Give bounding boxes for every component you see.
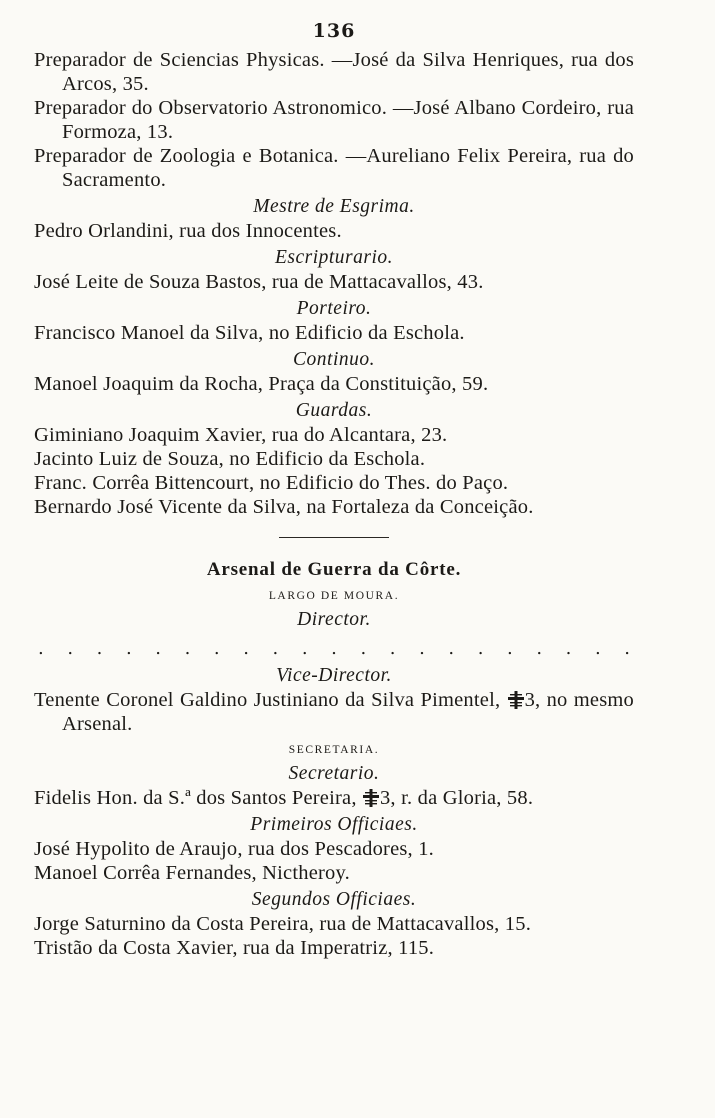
entry-continuo: Manoel Joaquim da Rocha, Praça da Constituição, 59.: [34, 373, 489, 395]
order-cross-icon: [363, 789, 379, 807]
secretario-name: Fidelis Hon. da S.ª dos Santos Pereira,: [34, 787, 357, 809]
heading-vice-director: Vice-Director.: [276, 665, 392, 686]
heading-primeiros-officiaes: Primeiros Officiaes.: [250, 814, 418, 835]
staff-entry-zoology: Preparador de Zoologia e Botanica. —Aureliano Felix Pereira, rua do Sacramento.: [34, 145, 634, 191]
secretario-address: r. da Gloria, 58.: [401, 787, 534, 809]
entry-vice-director: [34, 688, 634, 736]
section-divider: [279, 537, 389, 538]
secretaria-label: SECRETARIA.: [288, 744, 380, 756]
dot-leader: . . . . . . . . . . . . . . . . . . . . .: [38, 638, 630, 659]
arsenal-location: LARGO DE MOURA.: [268, 590, 400, 602]
entry-secretario: [34, 786, 634, 810]
page-number: 136: [312, 20, 356, 42]
heading-continuo: Continuo.: [293, 349, 375, 370]
entry-guarda-3: Franc. Corrêa Bittencourt, no Edificio do Thes. do Paço.: [34, 472, 509, 494]
heading-guardas: Guardas.: [295, 400, 373, 421]
entry-porteiro: Francisco Manoel da Silva, no Edificio da Eschola.: [34, 322, 465, 344]
heading-porteiro: Porteiro.: [296, 298, 372, 319]
document-page: [34, 20, 634, 960]
secretario-order: 3,: [379, 787, 396, 809]
entry-escripturario: José Leite de Souza Bastos, rua de Mattacavallos, 43.: [34, 271, 484, 293]
entry-primeiro-official-2: Manoel Corrêa Fernandes, Nictheroy.: [34, 862, 350, 884]
entry-guarda-2: Jacinto Luiz de Souza, no Edificio da Eschola.: [34, 448, 426, 470]
vice-director-name: Tenente Coronel Galdino Justiniano da Silva Pimentel,: [34, 689, 501, 711]
vice-director-order: 3,: [524, 689, 541, 711]
entry-segundo-official-1: Jorge Saturnino da Costa Pereira, rua de Mattacavallos, 15.: [34, 913, 532, 935]
staff-entry-physics: Preparador de Sciencias Physicas. —José da Silva Henriques, rua dos Arcos, 35.: [34, 49, 634, 95]
heading-director: Director.: [297, 609, 371, 630]
heading-mestre-esgrima: Mestre de Esgrima.: [253, 196, 415, 217]
entry-segundo-official-2: Tristão da Costa Xavier, rua da Imperatriz, 115.: [34, 937, 435, 959]
entry-guarda-1: Giminiano Joaquim Xavier, rua do Alcantara, 23.: [34, 424, 448, 446]
heading-escripturario: Escripturario.: [274, 247, 394, 268]
vice-director-address: no mesmo Arsenal.: [62, 689, 634, 735]
staff-entry-observatory: Preparador do Observatorio Astronomico. —José Albano Cordeiro, rua Formoza, 13.: [34, 97, 634, 143]
entry-mestre-esgrima: Pedro Orlandini, rua dos Innocentes.: [34, 220, 342, 242]
arsenal-title: Arsenal de Guerra da Côrte.: [206, 559, 462, 580]
entry-guarda-4: Bernardo José Vicente da Silva, na Fortaleza da Conceição.: [34, 496, 534, 518]
heading-secretario: Secretario.: [288, 763, 380, 784]
heading-segundos-officiaes: Segundos Officiaes.: [251, 889, 417, 910]
order-cross-icon: [508, 691, 524, 709]
entry-primeiro-official-1: José Hypolito de Araujo, rua dos Pescadores, 1.: [34, 838, 434, 860]
